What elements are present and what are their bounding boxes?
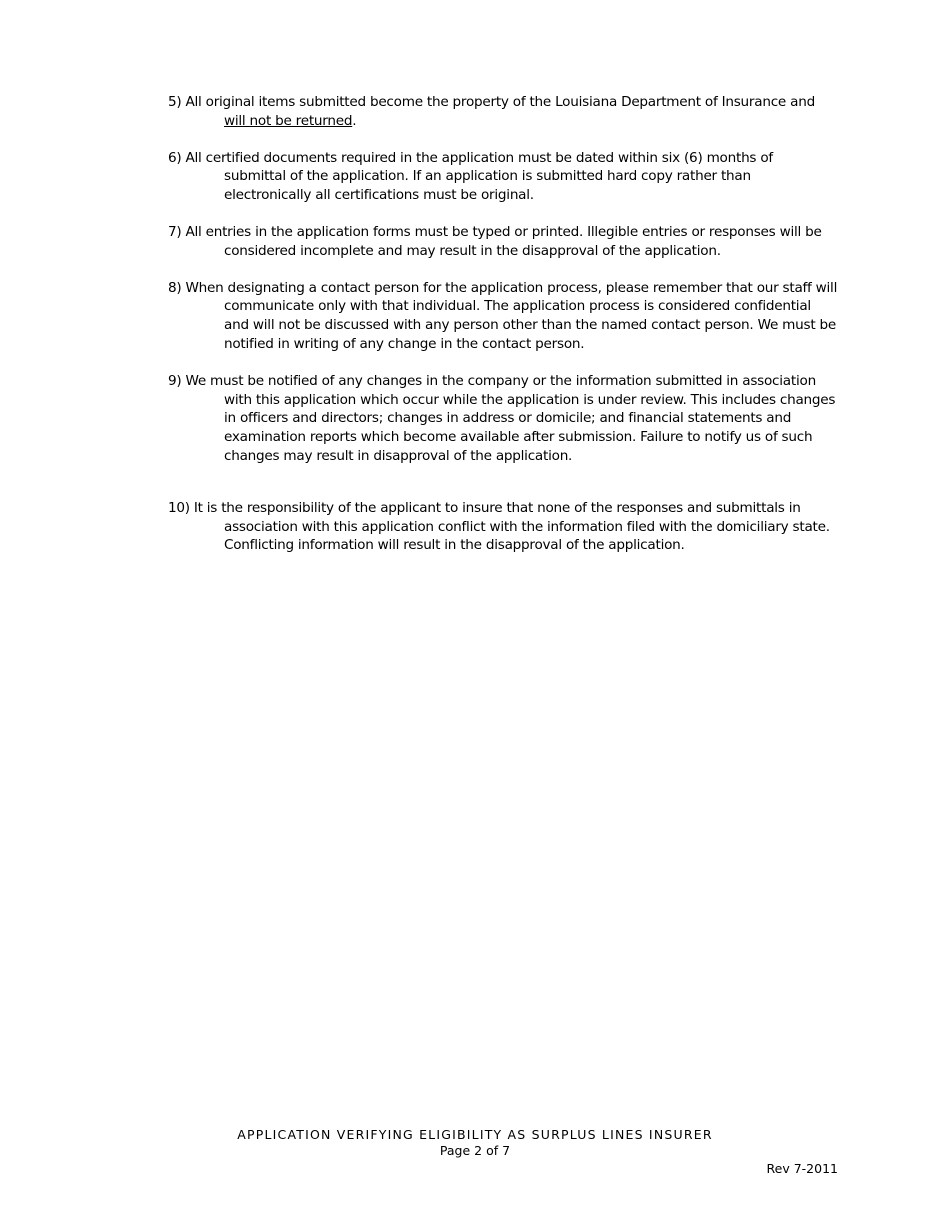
- instructions-list: [168, 93, 838, 573]
- instruction-item-8: [168, 279, 838, 354]
- item-text: All original items submitted become the property of the Louisiana Department of Insurance and: [185, 94, 815, 110]
- item-text-underlined: will not be returned: [224, 112, 353, 129]
- footer-form-title: APPLICATION VERIFYING ELIGIBILITY AS SURPLUS LINES INSURER: [237, 1127, 713, 1142]
- item-number: 9): [168, 372, 182, 389]
- item-number: 7): [168, 223, 182, 240]
- item-text: All entries in the application forms must be typed or printed. Illegible entries or responses will be considered incomplete and may result in the disapproval of the application.: [185, 223, 822, 259]
- instruction-item-7: [168, 223, 838, 261]
- instruction-item-5: [168, 93, 838, 131]
- item-number: 6): [168, 149, 182, 166]
- item-number: 10): [168, 499, 190, 516]
- item-text-end: .: [352, 112, 357, 129]
- item-text: We must be notified of any changes in the company or the information submitted in association with this application which occur while the application is under review. This includes changes in officers and directors; changes in address or domicile; and financial statements and examination reports which become available after submission. Failure to notify us of such changes may result in disapproval of the application.: [185, 372, 836, 464]
- item-number: 5): [168, 94, 182, 110]
- item-text: All certified documents required in the application must be dated within six (6) months of submittal of the application. If an application is submitted hard copy rather than electronically all certifications must be original.: [185, 149, 773, 204]
- footer-page-number: Page 2 of 7: [439, 1143, 511, 1158]
- instruction-item-6: [168, 149, 838, 205]
- item-text: It is the responsibility of the applicant to insure that none of the responses and submittals in association with this application conflict with the information filed with the domiciliary state. Conflicting information will result in the disapproval of the application.: [193, 499, 830, 554]
- instruction-item-9: [168, 372, 838, 466]
- item-number: 8): [168, 279, 182, 296]
- item-text: When designating a contact person for the application process, please remember that our staff will communicate only with that individual. The application process is considered confidential and will not be discussed with any person other than the named contact person. We must be notified in writing of any change in the contact person.: [185, 279, 838, 352]
- footer-revision: Rev 7-2011: [766, 1161, 838, 1176]
- instruction-item-10: [168, 499, 838, 555]
